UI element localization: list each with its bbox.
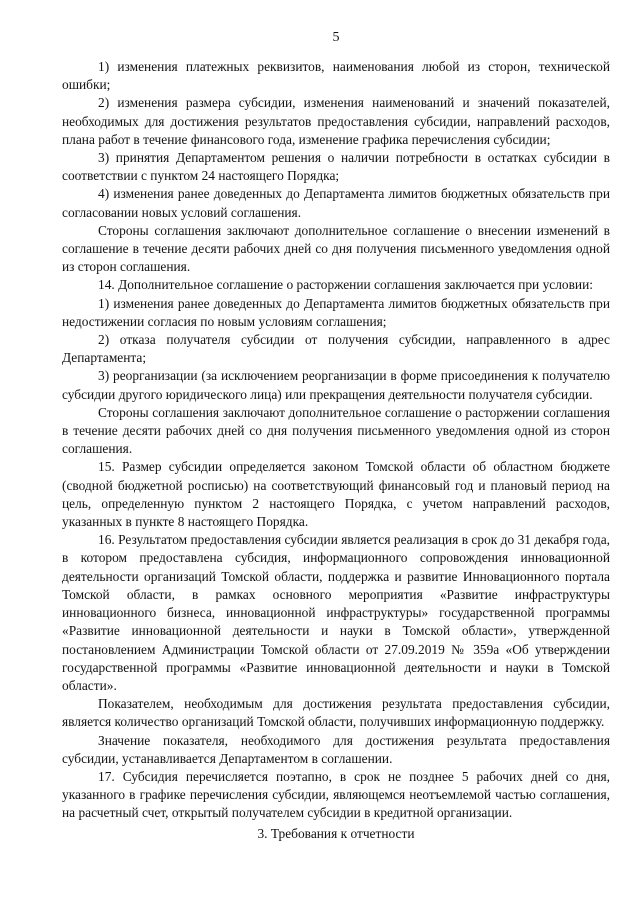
paragraph-13: Показателем, необходимым для достижения результата предоставления субсидии, является количество организаций Томской области, получивших информационную поддержку. xyxy=(62,696,610,730)
page-number: 5 xyxy=(332,30,340,45)
paragraph-7: 1) изменения ранее доведенных до Департамента лимитов бюджетных обязательств при недостижении согласия по новым условиям соглашения; xyxy=(62,295,610,329)
paragraph-8: 2) отказа получателя субсидии от получения субсидии, направленного в адрес Департамента; xyxy=(62,332,610,366)
paragraph-12: 16. Результатом предоставления субсидии является реализация в срок до 31 декабря года, в котором предоставлена субсидия, информационного сопровождения инновационной деятельности организаций Томской области, поддержка и развитие Инновационного портала Томской области, в рамках основного мероприятия «Развитие инфраструктуры инновационного бизнеса, инновационной инфраструктуры» государственной программы «Развитие инновационной деятельности и науки в Томской области», утвержденной постановлением Администрации Томской области от 27.09.2019 № 359а «Об утверждении государственной программы «Развитие инновационной деятельности и науки в Томской области». xyxy=(62,532,610,693)
paragraph-9: 3) реорганизации (за исключением реорганизации в форме присоединения к получателю субсидии другого юридического лица) или прекращения деятельности получателя субсидии. xyxy=(62,368,610,402)
paragraph-1: 1) изменения платежных реквизитов, наименования любой из сторон, технической ошибки; xyxy=(62,59,610,93)
paragraph-4: 4) изменения ранее доведенных до Департамента лимитов бюджетных обязательств при согласовании новых условий соглашения. xyxy=(62,186,610,220)
section-heading: 3. Требования к отчетности xyxy=(257,825,415,841)
paragraph-11: 15. Размер субсидии определяется законом Томской области об областном бюджете (сводной бюджетной росписью) на соответствующий финансовый год и плановый период на цель, определенную пунктом 2 настоящего Порядка, с учетом направлений расходов, указанных в пункте 8 настоящего Порядка. xyxy=(62,459,610,530)
paragraph-14: Значение показателя, необходимого для достижения результата предоставления субсидии, устанавливается Департаментом в соглашении. xyxy=(62,732,610,766)
paragraph-15: 17. Субсидия перечисляется поэтапно, в срок не позднее 5 рабочих дней со дня, указанного в графике перечисления субсидии, являющемся неотъемлемой частью соглашения, на расчетный счет, открытый получателем субсидии в кредитной организации. xyxy=(62,768,610,821)
paragraph-6: 14. Дополнительное соглашение о расторжении соглашения заключается при условии: xyxy=(98,277,593,293)
paragraph-5: Стороны соглашения заключают дополнительное соглашение о внесении изменений в соглашение в течение десяти рабочих дней со дня получения письменного уведомления одной из сторон соглашения. xyxy=(62,222,610,275)
document-page xyxy=(62,30,610,843)
paragraph-3: 3) принятия Департаментом решения о наличии потребности в остатках субсидии в соответствии с пунктом 24 настоящего Порядка; xyxy=(62,150,610,184)
paragraph-2: 2) изменения размера субсидии, изменения наименований и значений показателей, необходимых для достижения результатов предоставления субсидии, направлений расходов, плана работ в течение финансового года, изменение графика перечисления субсидии; xyxy=(62,95,610,147)
paragraph-10: Стороны соглашения заключают дополнительное соглашение о расторжении соглашения в течение десяти рабочих дней со дня получения письменного уведомления одной из сторон соглашения. xyxy=(62,404,610,457)
